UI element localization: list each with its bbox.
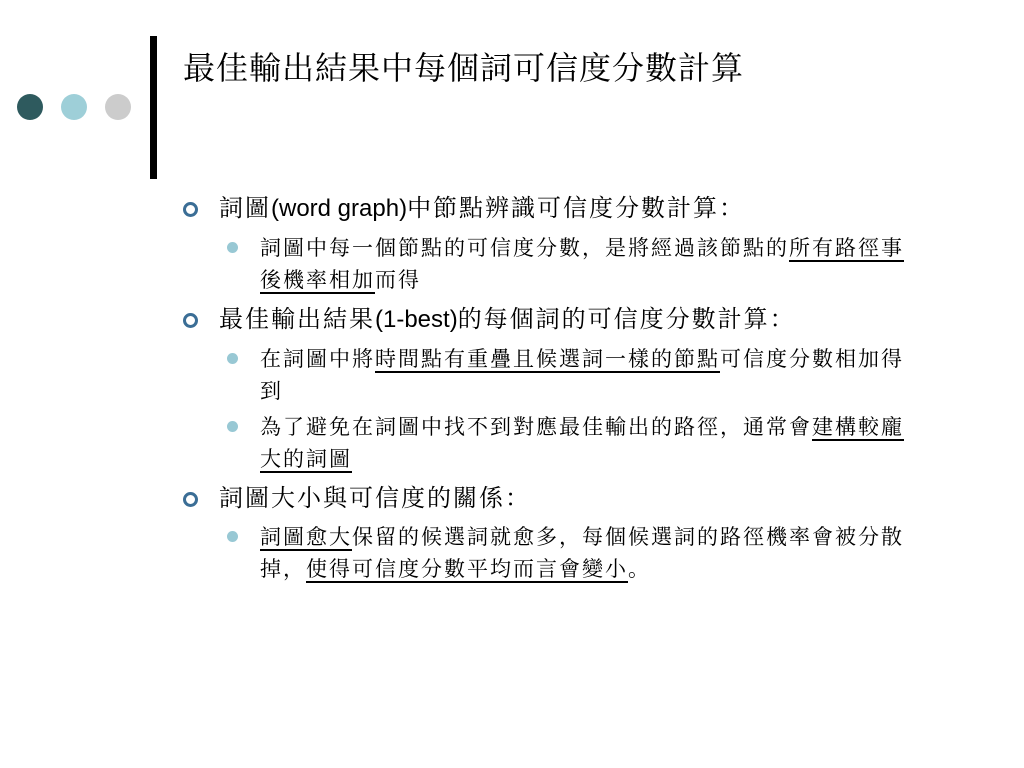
sub-bullet-size-effect xyxy=(183,521,923,585)
dot-bullet-icon xyxy=(227,353,238,364)
decor-dot-3 xyxy=(105,94,131,120)
bullet-text-latin: (word graph) xyxy=(271,195,408,222)
ring-bullet-icon xyxy=(183,313,198,328)
title-divider xyxy=(150,36,157,179)
dot-bullet-icon xyxy=(227,242,238,253)
sub-bullet-text: 在詞圖中將 xyxy=(260,347,375,371)
dot-bullet-icon xyxy=(227,421,238,432)
sub-bullet-overlap-nodes xyxy=(183,343,923,407)
sub-bullet-text: 為了避免在詞圖中找不到對應最佳輸出的路徑，通常會 xyxy=(260,415,812,439)
sub-bullet-text: 而得 xyxy=(375,268,421,292)
sub-bullet-node-confidence xyxy=(183,232,923,296)
bullet-text-latin: (1-best) xyxy=(375,306,458,333)
sub-bullet-text: 保留的候選詞就愈多，每個候選詞的路徑機率會被分散掉， xyxy=(260,525,904,581)
sub-bullet-emphasis: 使得可信度分數平均而言會變小 xyxy=(306,557,628,581)
dot-bullet-icon xyxy=(227,531,238,542)
bullet-text: 的每個詞的可信度分數計算： xyxy=(457,305,796,333)
sub-bullet-text: 可信度分數相加得到 xyxy=(260,347,904,403)
bullet-text: 最佳輸出結果 xyxy=(219,305,375,333)
slide-body xyxy=(183,185,923,585)
bullet-text: 中節點辨識可信度分數計算： xyxy=(407,194,746,222)
bullet-1best xyxy=(183,300,923,339)
sub-bullet-emphasis: 所有路徑事後機率相加 xyxy=(260,236,904,292)
ring-bullet-icon xyxy=(183,492,198,507)
sub-bullet-emphasis: 詞圖愈大 xyxy=(260,525,352,549)
bullet-text: 詞圖大小與可信度的關係： xyxy=(219,484,531,512)
sub-bullet-emphasis: 時間點有重疊且候選詞一樣的節點 xyxy=(375,347,720,371)
decor-dot-1 xyxy=(17,94,43,120)
decor-dot-2 xyxy=(61,94,87,120)
sub-bullet-emphasis: 建構較龐大的詞圖 xyxy=(260,415,904,471)
slide-title: 最佳輸出結果中每個詞可信度分數計算 xyxy=(183,49,745,87)
bullet-text: 詞圖 xyxy=(219,194,271,222)
sub-bullet-large-graph xyxy=(183,411,923,475)
bullet-graph-size xyxy=(183,479,923,517)
bullet-word-graph xyxy=(183,189,923,228)
ring-bullet-icon xyxy=(183,202,198,217)
sub-bullet-text: 。 xyxy=(628,557,651,581)
sub-bullet-text: 詞圖中每一個節點的可信度分數，是將經過該節點的 xyxy=(260,236,789,260)
